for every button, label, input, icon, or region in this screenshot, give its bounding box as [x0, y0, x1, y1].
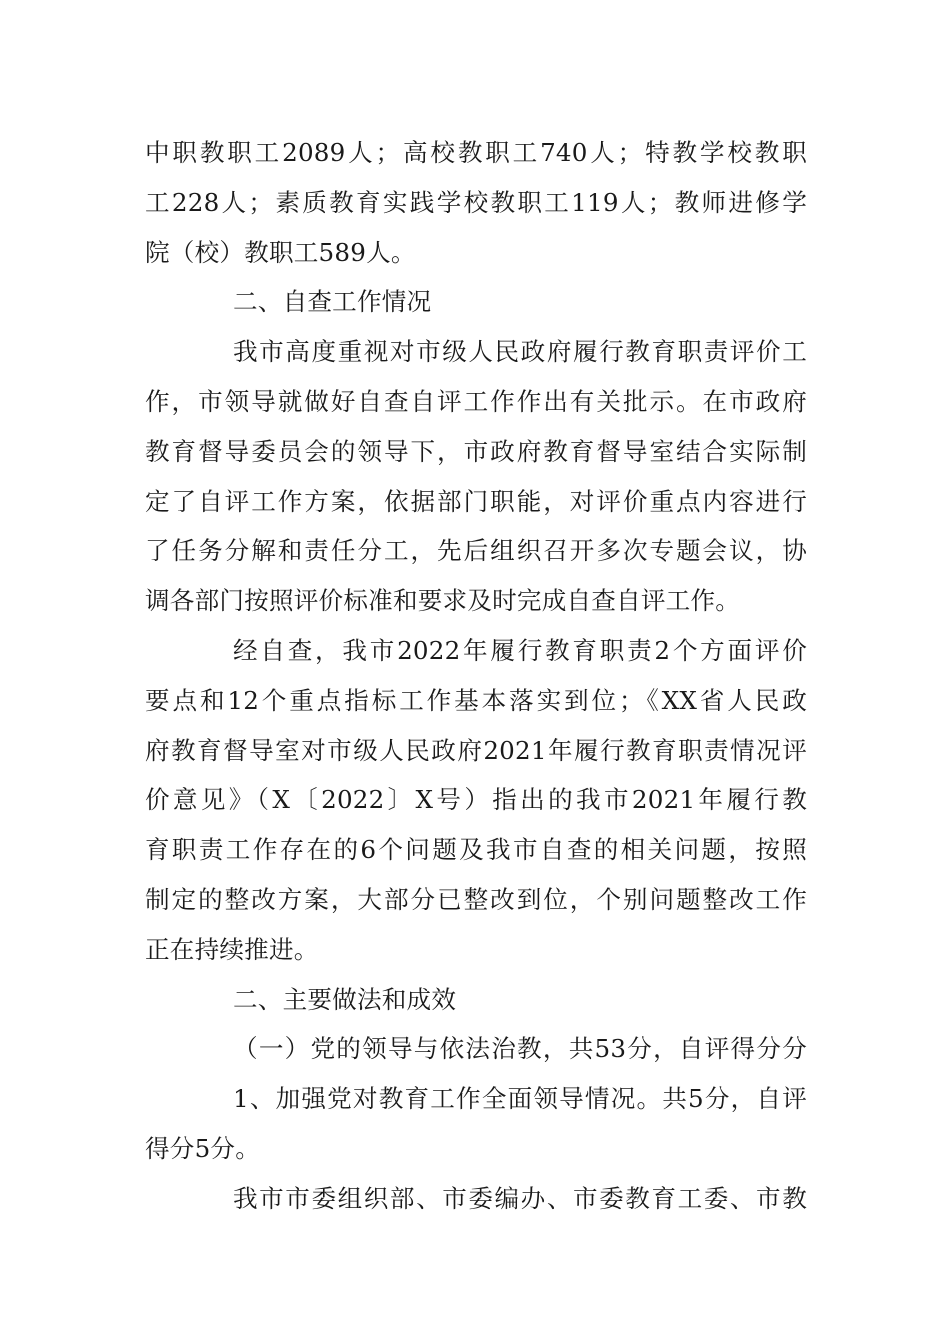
- body-text-line: 制定的整改方案，大部分已整改到位，个别问题整改工作: [145, 884, 807, 914]
- body-text-line: 价意见》（X〔2022〕X号）指出的我市2021年履行教: [145, 785, 807, 815]
- body-text-line: 了任务分解和责任分工，先后组织召开多次专题会议，协: [145, 536, 807, 566]
- body-text-line: 育职责工作存在的6个问题及我市自查的相关问题，按照: [145, 835, 807, 865]
- body-text-line: 工228人；素质教育实践学校教职工119人；教师进修学: [145, 187, 807, 217]
- body-text-line: 正在持续推进。: [145, 934, 319, 964]
- document-page: [145, 128, 807, 1224]
- section-heading-self-inspection: 二、自查工作情况: [233, 287, 432, 317]
- body-text-line: 中职教职工2089人；高校教职工740人；特教学校教职: [145, 138, 807, 167]
- paragraph-first-line: 我市市委组织部、市委编办、市委教育工委、市教: [233, 1183, 807, 1213]
- body-text-line: 要点和12个重点指标工作基本落实到位；《XX省人民政: [145, 685, 807, 715]
- body-text-line: 作，市领导就做好自查自评工作作出有关批示。在市政府: [145, 386, 807, 416]
- body-text-line: 得分5分。: [145, 1133, 261, 1163]
- section-heading-main-practices: 二、主要做法和成效: [233, 984, 457, 1014]
- body-text-line: 教育督导委员会的领导下，市政府教育督导室结合实际制: [145, 436, 807, 466]
- item-heading-1: 1、加强党对教育工作全面领导情况。共5分，自评: [233, 1084, 807, 1114]
- body-text-line: 定了自评工作方案，依据部门职能，对评价重点内容进行: [145, 486, 807, 516]
- body-text-line: 府教育督导室对市级人民政府2021年履行教育职责情况评: [145, 735, 807, 765]
- paragraph-first-line: 经自查，我市2022年履行教育职责2个方面评价: [233, 635, 807, 665]
- paragraph-first-line: 我市高度重视对市级人民政府履行教育职责评价工: [233, 337, 807, 367]
- subsection-heading-party-leadership: （一）党的领导与依法治教，共53分，自评得分分: [233, 1034, 807, 1064]
- body-text-line: 调各部门按照评价标准和要求及时完成自查自评工作。: [145, 586, 741, 616]
- body-text-line: 院（校）教职工589人。: [145, 237, 416, 267]
